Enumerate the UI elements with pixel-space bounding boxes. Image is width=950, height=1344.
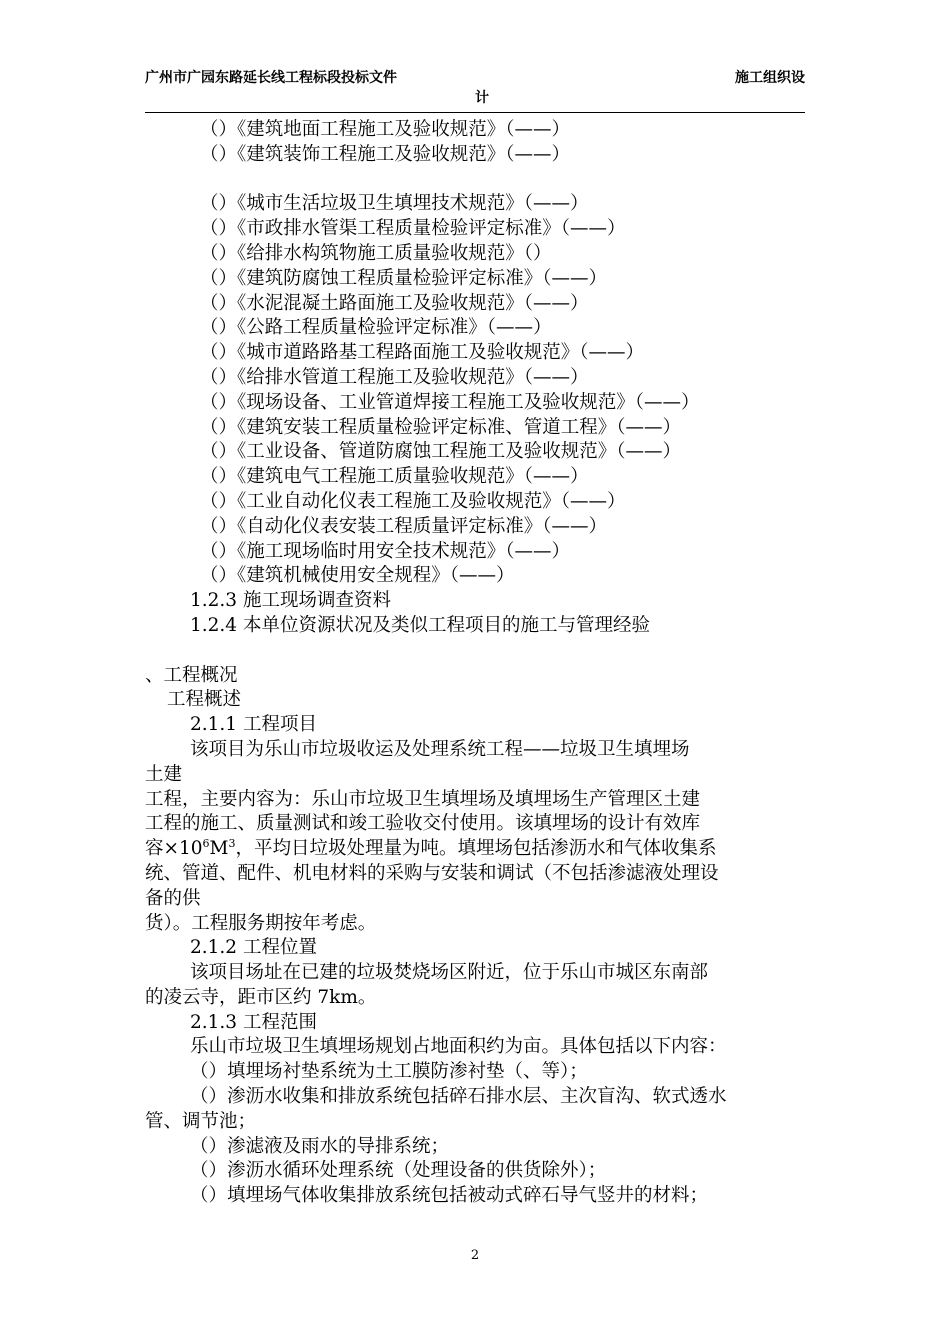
capacity-text-pre: 容×10	[145, 838, 203, 860]
list-item: （）《城市道路路基工程路面施工及验收规范》（——）	[200, 342, 645, 364]
list-item: （）《建筑防腐蚀工程质量检验评定标准》（——）	[200, 267, 608, 289]
paragraph-location	[145, 961, 810, 1011]
list-item: （）《城市生活垃圾卫生填埋技术规范》（——）	[200, 193, 589, 215]
paragraph-line-capacity	[145, 837, 810, 862]
paragraph-scope-intro: 乐山市垃圾卫生填埋场规划占地面积约为亩。具体包括以下内容：	[190, 1036, 727, 1058]
section-heading-1-2-3: 1.2.3 施工现场调查资料	[190, 590, 391, 612]
list-item: （）《工业自动化仪表工程施工及验收规范》（——）	[200, 490, 626, 512]
list-item: （）《建筑电气工程施工质量验收规范》（——）	[200, 466, 589, 488]
section-heading-1-2-4: 1.2.4 本单位资源状况及类似工程项目的施工与管理经验	[190, 614, 650, 636]
blank-line	[145, 639, 810, 664]
capacity-exponent: 6	[202, 837, 210, 851]
standards-list	[145, 118, 810, 589]
list-item: （）渗滤液及雨水的导排系统；	[190, 1135, 450, 1157]
list-item: （）《工业设备、管道防腐蚀工程施工及验收规范》（——）	[200, 441, 682, 463]
list-item: （）《公路工程质量检验评定标准》（——）	[200, 317, 552, 339]
paragraph-line: 货）。工程服务期按年考虑。	[145, 912, 377, 934]
paragraph-line: 该项目场址在已建的垃圾焚烧场区附近，位于乐山市城区东南部	[190, 962, 709, 984]
list-item: （）《市政排水管渠工程质量检验评定标准》（——）	[200, 218, 626, 240]
paragraph-line: 土建	[145, 763, 183, 785]
list-item: （）《建筑机械使用安全规程》（——）	[200, 565, 515, 587]
section-heading-2-1: 工程概述	[167, 689, 242, 711]
unit-exponent: 3	[228, 837, 236, 851]
paragraph-line: 备的供	[145, 887, 201, 909]
list-item: （）填埋场气体收集排放系统包括被动式碎石导气竖井的材料；	[190, 1185, 709, 1207]
paragraph-line: 工程的施工、质量测试和竣工验收交付使用。该填埋场的设计有效库	[145, 813, 701, 835]
header-section-wrap: 计	[475, 90, 489, 106]
scope-list	[145, 1060, 810, 1209]
list-item: （）《给排水构筑物施工质量验收规范》（）	[200, 242, 552, 264]
paragraph-line: 工程，主要内容为：乐山市垃圾卫生填埋场及填埋场生产管理区土建	[145, 788, 701, 810]
list-item: （）渗沥水收集和排放系统包括碎石排水层、主次盲沟、软式透水	[190, 1086, 727, 1108]
header-title: 广州市广园东路延长线工程标段投标文件	[145, 70, 397, 86]
list-item: （）《施工现场临时用安全技术规范》（——）	[200, 540, 571, 562]
section-heading-2-1-3: 2.1.3 工程范围	[190, 1011, 317, 1033]
paragraph-project	[145, 738, 810, 936]
page-number: 2	[470, 1248, 480, 1263]
capacity-text-post: ，平均日垃圾处理量为吨。填埋场包括渗沥水和气体收集系	[235, 838, 717, 860]
chapter-heading: 、工程概况	[145, 664, 238, 686]
section-heading-2-1-2: 2.1.2 工程位置	[190, 937, 317, 959]
list-item: （）《自动化仪表安装工程质量评定标准》（——）	[200, 515, 608, 537]
paragraph-line: 的凌云寺，距市区约 7km。	[145, 986, 377, 1008]
list-item: （）《建筑地面工程施工及验收规范》（——）	[200, 119, 571, 140]
list-item: （）《建筑装饰工程施工及验收规范》（——）	[200, 143, 571, 165]
list-item: （）《现场设备、工业管道焊接工程施工及验收规范》（——）	[200, 391, 700, 413]
list-item-continuation: 管、调节池；	[145, 1110, 257, 1132]
list-item: （）渗沥水循环处理系统（处理设备的供货除外）；	[190, 1160, 607, 1182]
header-rule	[145, 112, 805, 113]
list-item: （）《给排水管道工程施工及验收规范》（——）	[200, 366, 589, 388]
list-item: （）填埋场衬垫系统为土工膜防渗衬垫（、等）；	[190, 1061, 588, 1083]
paragraph-line: 该项目为乐山市垃圾收运及处理系统工程——垃圾卫生填埋场	[190, 738, 690, 760]
section-heading-2-1-1: 2.1.1 工程项目	[190, 714, 317, 736]
list-item: （）《水泥混凝土路面施工及验收规范》（——）	[200, 292, 589, 314]
header-section: 施工组织设	[735, 70, 805, 86]
paragraph-line: 统、管道、配件、机电材料的采购与安装和调试（不包括渗滤液处理设	[145, 862, 719, 884]
list-item: （）《建筑安装工程质量检验评定标准、管道工程》（——）	[200, 416, 682, 438]
document-body	[145, 118, 810, 1209]
blank-line	[145, 168, 810, 193]
capacity-unit: M	[209, 838, 229, 860]
